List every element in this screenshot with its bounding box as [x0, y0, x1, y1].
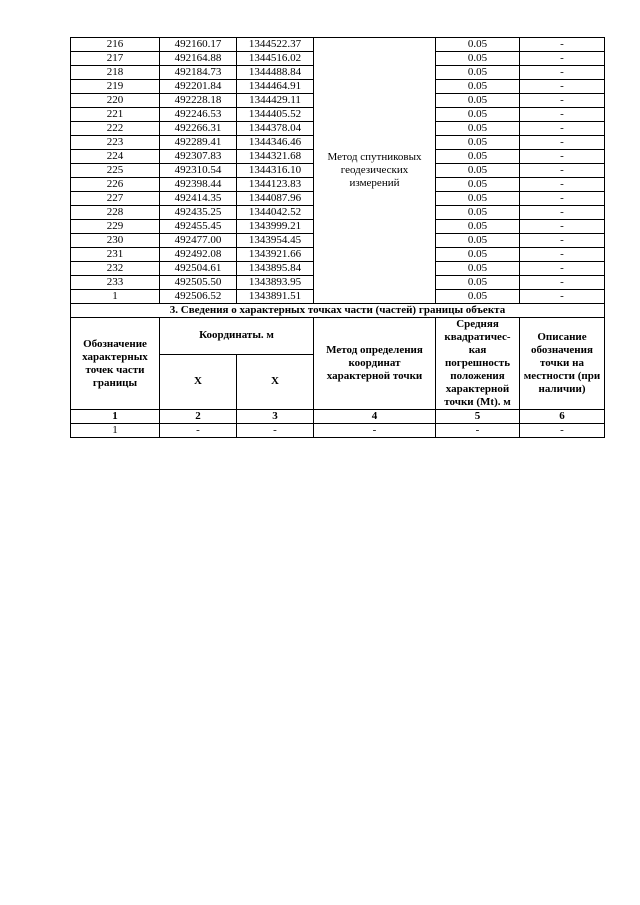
cell-error: 0.05 — [436, 38, 520, 52]
header-point-designation: Обозначение характерных точек части границы — [71, 318, 160, 410]
cell-error: 0.05 — [436, 122, 520, 136]
cell-x: 492184.73 — [160, 66, 237, 80]
cell-description: - — [520, 80, 605, 94]
cell-error: 0.05 — [436, 220, 520, 234]
cell-description: - — [520, 122, 605, 136]
cell-point: 220 — [71, 94, 160, 108]
cell-point: 224 — [71, 150, 160, 164]
cell-y: 1344378.04 — [237, 122, 314, 136]
cell-description: - — [520, 192, 605, 206]
cell-description: - — [520, 290, 605, 304]
cell-y: - — [237, 424, 314, 438]
cell-error: 0.05 — [436, 66, 520, 80]
cell-point: 222 — [71, 122, 160, 136]
cell-point: 225 — [71, 164, 160, 178]
header-x2: X — [237, 354, 314, 409]
column-number: 2 — [160, 410, 237, 424]
cell-error: 0.05 — [436, 80, 520, 94]
cell-x: 492506.52 — [160, 290, 237, 304]
cell-error: 0.05 — [436, 94, 520, 108]
cell-error: 0.05 — [436, 52, 520, 66]
cell-error: 0.05 — [436, 206, 520, 220]
cell-point: 227 — [71, 192, 160, 206]
cell-x: 492504.61 — [160, 262, 237, 276]
column-number: 3 — [237, 410, 314, 424]
cell-x: 492201.84 — [160, 80, 237, 94]
cell-description: - — [520, 108, 605, 122]
column-number: 6 — [520, 410, 605, 424]
table-row — [71, 38, 605, 52]
cell-y: 1344321.68 — [237, 150, 314, 164]
cell-description: - — [520, 150, 605, 164]
column-number: 1 — [71, 410, 160, 424]
cell-error: 0.05 — [436, 178, 520, 192]
cell-point: 233 — [71, 276, 160, 290]
cell-point: 231 — [71, 248, 160, 262]
column-number: 5 — [436, 410, 520, 424]
cell-x: 492505.50 — [160, 276, 237, 290]
cell-error: 0.05 — [436, 248, 520, 262]
cell-x: 492266.31 — [160, 122, 237, 136]
cell-method: Метод спутниковых геодезических измерений — [314, 38, 436, 304]
cell-error: - — [436, 424, 520, 438]
cell-y: 1343999.21 — [237, 220, 314, 234]
cell-point: 218 — [71, 66, 160, 80]
cell-x: 492492.08 — [160, 248, 237, 262]
cell-point: 219 — [71, 80, 160, 94]
cell-y: 1343891.51 — [237, 290, 314, 304]
cell-x: 492477.00 — [160, 234, 237, 248]
cell-y: 1344123.83 — [237, 178, 314, 192]
table-row — [71, 424, 605, 438]
cell-description: - — [520, 52, 605, 66]
cell-point: 223 — [71, 136, 160, 150]
cell-point: 226 — [71, 178, 160, 192]
cell-y: 1344405.52 — [237, 108, 314, 122]
cell-error: 0.05 — [436, 290, 520, 304]
cell-point: 228 — [71, 206, 160, 220]
cell-y: 1344346.46 — [237, 136, 314, 150]
cell-point: 230 — [71, 234, 160, 248]
cell-error: 0.05 — [436, 164, 520, 178]
cell-point: 229 — [71, 220, 160, 234]
cell-x: 492160.17 — [160, 38, 237, 52]
cell-y: 1343921.66 — [237, 248, 314, 262]
cell-description: - — [520, 276, 605, 290]
cell-x: 492307.83 — [160, 150, 237, 164]
cell-error: 0.05 — [436, 108, 520, 122]
cell-point: 217 — [71, 52, 160, 66]
cell-error: 0.05 — [436, 192, 520, 206]
cell-error: 0.05 — [436, 262, 520, 276]
cell-y: 1344316.10 — [237, 164, 314, 178]
cell-description: - — [520, 136, 605, 150]
cell-description: - — [520, 248, 605, 262]
header-mean-square-error: Средняя квадратичес- кая погрешность положения характерной точки (Mt). м — [436, 318, 520, 410]
cell-x: 492289.41 — [160, 136, 237, 150]
cell-description: - — [520, 38, 605, 52]
cell-y: 1344087.96 — [237, 192, 314, 206]
cell-error: 0.05 — [436, 276, 520, 290]
cell-error: 0.05 — [436, 234, 520, 248]
section3-header-row — [71, 318, 605, 355]
section3-body — [71, 304, 605, 438]
cell-description: - — [520, 164, 605, 178]
column-number: 4 — [314, 410, 436, 424]
cell-x: 492246.53 — [160, 108, 237, 122]
cell-y: 1344488.84 — [237, 66, 314, 80]
header-coordinates: Координаты. м — [160, 318, 314, 355]
cell-x: - — [160, 424, 237, 438]
cell-description: - — [520, 178, 605, 192]
cell-point: 1 — [71, 424, 160, 438]
cell-method: - — [314, 424, 436, 438]
header-x1: X — [160, 354, 237, 409]
cell-x: 492228.18 — [160, 94, 237, 108]
cell-x: 492310.54 — [160, 164, 237, 178]
cell-error: 0.05 — [436, 136, 520, 150]
cell-y: 1343895.84 — [237, 262, 314, 276]
cell-error: 0.05 — [436, 150, 520, 164]
cell-description: - — [520, 206, 605, 220]
header-description: Описание обозначения точки на местности (при наличии) — [520, 318, 605, 410]
cell-y: 1343893.95 — [237, 276, 314, 290]
cell-description: - — [520, 94, 605, 108]
boundary-points-table — [70, 37, 605, 438]
header-method: Метод определения координат характерной точки — [314, 318, 436, 410]
cell-description: - — [520, 66, 605, 80]
cell-x: 492414.35 — [160, 192, 237, 206]
cell-x: 492435.25 — [160, 206, 237, 220]
cell-point: 221 — [71, 108, 160, 122]
cell-description: - — [520, 424, 605, 438]
cell-point: 216 — [71, 38, 160, 52]
cell-y: 1344464.91 — [237, 80, 314, 94]
cell-x: 492455.45 — [160, 220, 237, 234]
cell-y: 1344042.52 — [237, 206, 314, 220]
cell-point: 1 — [71, 290, 160, 304]
cell-y: 1344516.02 — [237, 52, 314, 66]
points-body — [71, 38, 605, 304]
cell-point: 232 — [71, 262, 160, 276]
cell-y: 1344429.11 — [237, 94, 314, 108]
cell-description: - — [520, 220, 605, 234]
cell-x: 492164.88 — [160, 52, 237, 66]
cell-description: - — [520, 262, 605, 276]
column-numbers-row — [71, 410, 605, 424]
cell-x: 492398.44 — [160, 178, 237, 192]
cell-description: - — [520, 234, 605, 248]
cell-y: 1343954.45 — [237, 234, 314, 248]
section3-title: 3. Сведения о характерных точках части (частей) границы объекта — [71, 304, 605, 318]
cell-y: 1344522.37 — [237, 38, 314, 52]
section3-title-row — [71, 304, 605, 318]
